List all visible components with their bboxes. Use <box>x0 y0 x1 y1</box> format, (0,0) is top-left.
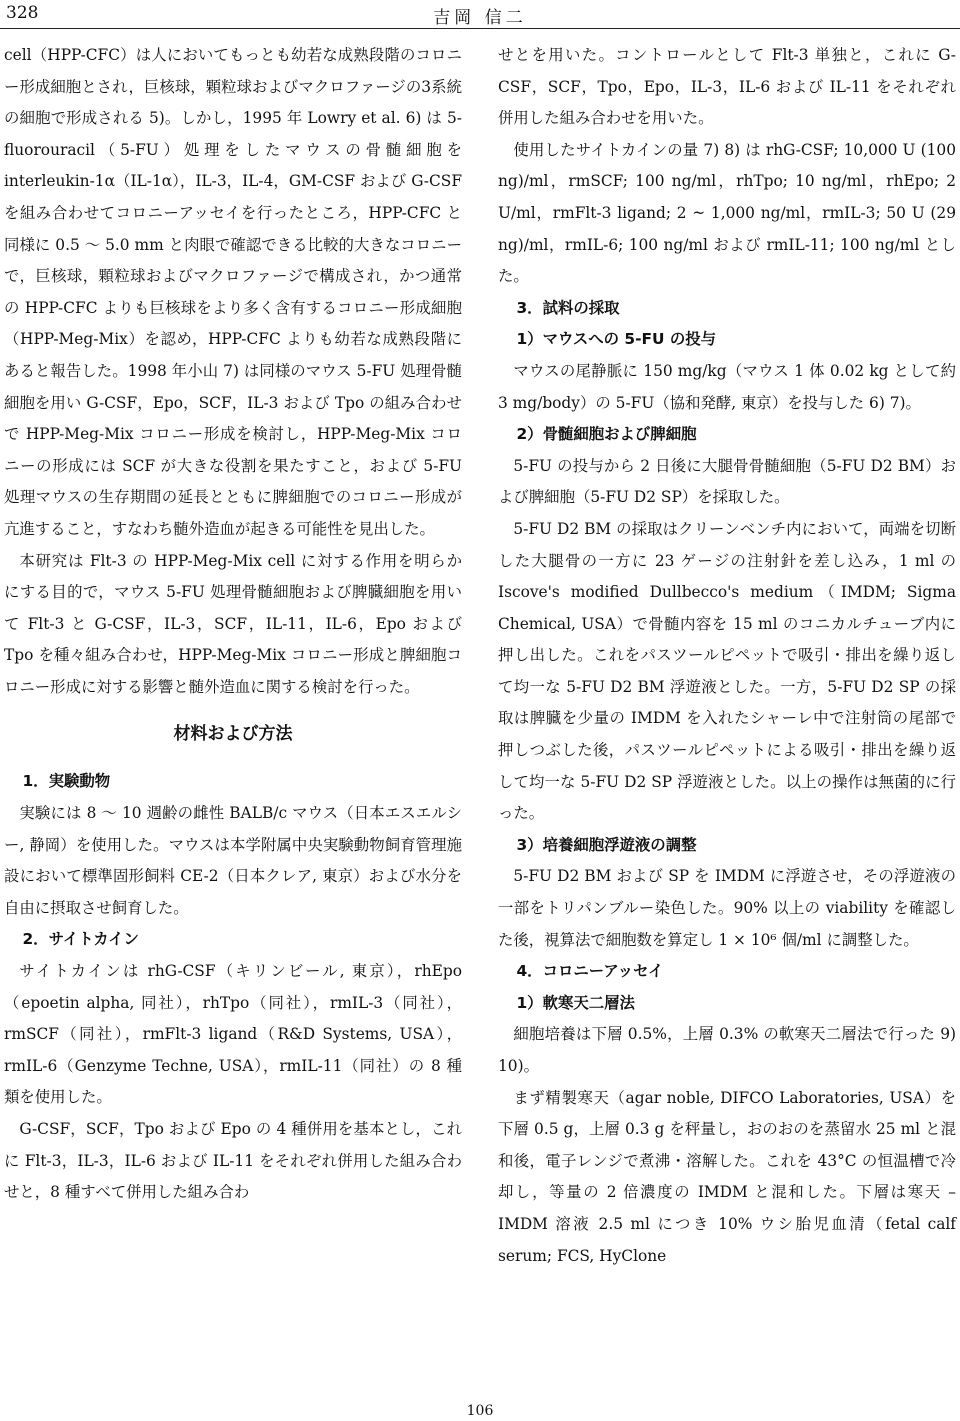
paragraph: 細胞培養は下層 0.5%，上層 0.3% の軟寒天二層法で行った 9) 10)。 <box>498 1025 956 1075</box>
header-rule <box>0 28 960 29</box>
header-author: 吉岡 信二 <box>433 8 527 28</box>
paragraph: cell（HPP-CFC）は人においてもっとも幼若な成熟段階のコロニー形成細胞とされ，巨核球，顆粒球およびマクロファージの3系統の細胞で形成される 5)。しかし，1995 年 Lowry et al. 6) は 5-fluorouracil（5-FU）処理をしたマウスの骨髄細胞を interleukin-1α（IL-1α），IL-3，IL-4，GM-CSF および G-CSF を組み合わせてコロニーアッセイを行ったところ，HPP-CFC と同様に 0.5 ～ 5.0 mm と肉眼で確認できる比較的大きなコロニーで，巨核球，顆粒球およびマクロファージで構成され，かつ通常の HPP-CFC よりも巨核球をより多く含有するコロニー形成細胞（HPP-Meg-Mix）を認め，HPP-CFC よりも幼若な成熟段階にあると報告した。1998 年小山 7) は同様のマウス 5-FU 処理骨髄細胞を用い G-CSF，Epo，SCF，IL-3 および Tpo の組み合わせで HPP-Meg-Mix コロニー形成を検討し，HPP-Meg-Mix コロニーの形成には SCF が大きな役割を果たすこと，および 5-FU 処理マウスの生存期間の延長とともに脾細胞でのコロニー形成が亢進すること，すなわち髄外造血が起きる可能性を見出した。 <box>4 46 462 538</box>
paragraph: 本研究は Flt-3 の HPP-Meg-Mix cell に対する作用を明らかにする目的で，マウス 5-FU 処理骨髄細胞および脾臓細胞を用いて Flt-3 と G-CSF，IL-3，SCF，IL-11，IL-6，Epo および Tpo を種々組み合わせ，HPP-Meg-Mix コロニー形成と脾細胞コロニー形成に対する影響と髄外造血に関する検討を行った。 <box>4 551 462 696</box>
subsection-heading: 3．試料の採取 <box>516 298 620 317</box>
paragraph: 5-FU D2 BM および SP を IMDM に浮遊させ，その浮遊液の一部をトリパンブルー染色した。90% 以上の viability を確認した後，視算法で細胞数を算定し 1 × 10⁶ 個/ml に調整した。 <box>498 867 956 949</box>
paragraph: G-CSF，SCF，Tpo および Epo の 4 種併用を基本とし，これに Flt-3，IL-3，IL-6 および IL-11 をそれぞれ併用した組み合わせと，8 種すべて併用した組み合わ <box>4 1120 462 1202</box>
paragraph: 5-FU の投与から 2 日後に大腿骨骨髄細胞（5-FU D2 BM）および脾細胞（5-FU D2 SP）を採取した。 <box>498 456 956 507</box>
sub-subsection-heading: 1）マウスへの 5-FU の投与 <box>516 330 717 349</box>
footer-page-number: 106 <box>466 1403 494 1419</box>
sub-subsection-heading: 2）骨髄細胞および脾細胞 <box>516 425 697 444</box>
paragraph: せとを用いた。コントロールとして Flt-3 単独と，これに G-CSF，SCF，Tpo，Epo，IL-3，IL-6 および IL-11 をそれぞれ併用した組み合わせを用いた。 <box>498 46 956 128</box>
paragraph: 使用したサイトカインの量 7) 8) は rhG-CSF; 10,000 U (100 ng)/ml，rmSCF; 100 ng/ml，rhTpo; 10 ng/ml，rhEpo; 2 U/ml，rmFlt-3 ligand; 2 ~ 1,000 ng/ml，rmIL-3; 50 U (29 ng)/ml，rmIL-6; 100 ng/ml および rmIL-11; 100 ng/ml とした。 <box>498 140 956 286</box>
subsection-heading: 1．実験動物 <box>22 772 111 791</box>
header-page-number: 328 <box>6 3 39 23</box>
subsection-heading: 4．コロニーアッセイ <box>516 962 664 981</box>
sub-subsection-heading: 1）軟寒天二層法 <box>516 993 635 1012</box>
section-title: 材料および方法 <box>173 724 293 745</box>
left-column <box>4 40 462 1209</box>
paragraph: まず精製寒天（agar noble, DIFCO Laboratories, USA）を下層 0.5 g，上層 0.3 g を秤量し，おのおのを蒸留水 25 ml と混和後，電子レンジで煮沸・溶解した。これを 43°C の恒温槽で冷却し，等量の 2 倍濃度の IMDM と混和した。下層は寒天 – IMDM 溶液 2.5 ml につき 10% ウシ胎児血清（fetal calf serum; FCS, HyClone <box>498 1088 956 1265</box>
right-column <box>498 40 956 1272</box>
paragraph: サイトカインは rhG-CSF（キリンビール, 東京），rhEpo（epoetin alpha, 同社），rhTpo（同社），rmIL-3（同社），rmSCF（同社），rmFlt-3 ligand（R&D Systems, USA），rmIL-6（Genzyme Techne, USA），rmIL-11（同社）の 8 種類を使用した。 <box>4 962 462 1107</box>
paragraph: マウスの尾静脈に 150 mg/kg（マウス 1 体 0.02 kg として約 3 mg/body）の 5-FU（協和発酵, 東京）を投与した 6) 7)。 <box>498 361 956 412</box>
sub-subsection-heading: 3）培養細胞浮遊液の調整 <box>516 835 697 854</box>
subsection-heading: 2．サイトカイン <box>22 930 139 949</box>
paragraph: 5-FU D2 BM の採取はクリーンベンチ内において，両端を切断した大腿骨の一方に 23 ゲージの注射針を差し込み，1 ml の Iscove's modified Dullbecco's medium（IMDM; Sigma Chemical, USA）で骨髄内容を 15 ml のコニカルチューブ内に押し出した。これをパスツールピペットで吸引・排出を繰り返して均一な 5-FU D2 BM 浮遊液とした。一方，5-FU D2 SP の採取は脾臓を少量の IMDM を入れたシャーレ中で注射筒の尾部で押しつぶした後，パスツールピペットによる吸引・排出を繰り返して均一な 5-FU D2 SP 浮遊液とした。以上の操作は無菌的に行った。 <box>498 519 956 823</box>
paragraph: 実験には 8 ～ 10 週齢の雌性 BALB/c マウス（日本エスエルシー, 静岡）を使用した。マウスは本学附属中央実験動物飼育管理施設において標準固形飼料 CE-2（日本クレア, 東京）および水分を自由に摂取させ飼育した。 <box>4 804 462 917</box>
